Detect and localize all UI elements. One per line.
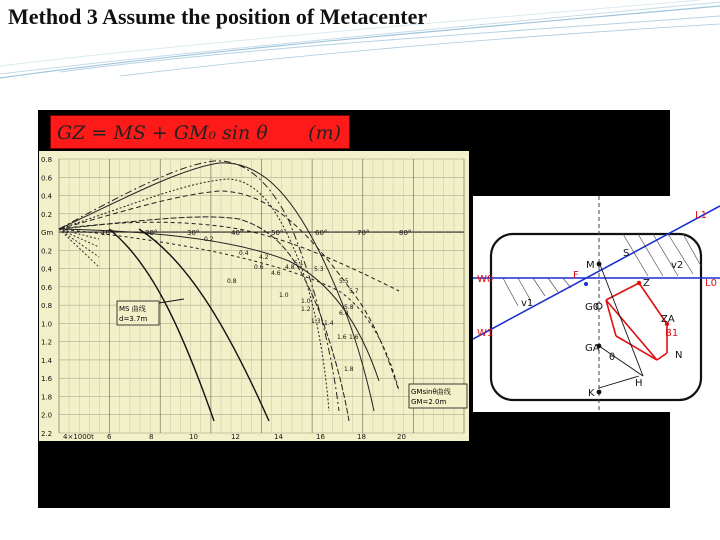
waterline-w1-l1 bbox=[473, 206, 720, 339]
curve-value-label: 6.0 bbox=[339, 310, 349, 317]
curve-value-label: 4.2 bbox=[259, 254, 269, 261]
label-l1: L1 bbox=[695, 210, 707, 221]
stability-chart bbox=[39, 151, 469, 441]
ms-note-line1: MS 曲线 bbox=[119, 305, 146, 313]
angle-label: 70° bbox=[357, 229, 370, 237]
y-tick-label: 0.4 bbox=[41, 265, 53, 274]
curve-value-label: 0.4 bbox=[239, 250, 249, 257]
angle-label: 30° bbox=[187, 229, 200, 237]
y-tick-label: 0.2 bbox=[41, 210, 53, 219]
curve-value-label: 1.3 bbox=[311, 318, 321, 325]
label-za: ZA bbox=[661, 314, 675, 325]
y-tick-label: 2.0 bbox=[41, 411, 53, 420]
label-w0: W0 bbox=[477, 274, 494, 285]
buoyancy-lines bbox=[606, 283, 667, 360]
curve-value-label: 0.6 bbox=[254, 264, 264, 271]
ms-curve-20 bbox=[59, 191, 399, 391]
label-l0: L0 bbox=[705, 278, 717, 289]
angle-label: 40° bbox=[231, 229, 244, 237]
x-tick-label: 18 bbox=[357, 433, 366, 441]
label-k: K bbox=[588, 388, 595, 399]
ms-note-line2: d=3.7m bbox=[119, 315, 148, 323]
x-tick-label: 10 bbox=[189, 433, 198, 441]
angle-label: 50° bbox=[271, 229, 284, 237]
curve-value-label: 0.8 bbox=[227, 278, 237, 285]
label-z: Z bbox=[643, 278, 650, 289]
curve-value-label: 5.8 bbox=[344, 304, 354, 311]
curve-value-label: 5.5 bbox=[339, 278, 349, 285]
x-tick-label: 4×1000t bbox=[63, 433, 94, 441]
gm-note-line2: GM=2.0m bbox=[411, 398, 447, 406]
angle-label: 10° bbox=[101, 229, 114, 237]
curve-value-label: 1.6 bbox=[349, 334, 359, 341]
x-tick-label: 16 bbox=[316, 433, 325, 441]
curve-value-label: 4.8 bbox=[285, 264, 295, 271]
curve-value-label: 5.7 bbox=[349, 288, 359, 295]
formula-text: GZ = MS + GM₀ sin θ bbox=[57, 122, 268, 144]
label-f: F bbox=[573, 270, 579, 281]
label-s: S bbox=[623, 248, 630, 259]
label-theta: θ bbox=[609, 352, 616, 363]
curve-value-label: 1.6 bbox=[337, 334, 347, 341]
curve-value-label: 1.8 bbox=[344, 366, 354, 373]
y-tick-label: 1.0 bbox=[41, 320, 53, 329]
y-tick-label: 1.8 bbox=[41, 393, 53, 402]
x-axis-labels bbox=[63, 433, 406, 441]
y-tick-label: 0.8 bbox=[41, 156, 53, 164]
stability-chart-svg bbox=[39, 151, 469, 441]
ms-curve-40 bbox=[59, 161, 339, 411]
ship-section-diagram bbox=[473, 196, 720, 412]
curve-value-label: 1.2 bbox=[301, 306, 311, 313]
formula-box bbox=[50, 115, 350, 149]
gm-note-line1: GMsinθ曲线 bbox=[411, 388, 451, 396]
x-tick-label: 6 bbox=[107, 433, 112, 441]
y-tick-label: Gm bbox=[41, 229, 54, 238]
ship-section-svg bbox=[473, 196, 720, 412]
y-axis-labels bbox=[41, 156, 53, 438]
y-tick-label: 1.4 bbox=[41, 356, 53, 365]
curve-value-label: 5.3 bbox=[314, 266, 324, 273]
curve-value-label: 5.1 bbox=[294, 260, 304, 267]
curve-value-label: 4.6 bbox=[271, 270, 281, 277]
y-tick-label: 0.6 bbox=[41, 174, 53, 183]
angle-label: 60° bbox=[315, 229, 328, 237]
y-tick-label: 2.2 bbox=[41, 430, 53, 438]
label-m: M bbox=[586, 260, 595, 271]
chart-curves bbox=[59, 161, 399, 421]
angle-label: 20° bbox=[145, 229, 158, 237]
label-w1: W1 bbox=[477, 328, 494, 339]
formula-unit: (m) bbox=[308, 122, 341, 144]
curve-value-label: 0.2 bbox=[204, 236, 214, 243]
x-tick-label: 12 bbox=[231, 433, 240, 441]
y-tick-label: 0.2 bbox=[41, 247, 53, 256]
y-tick-label: 1.6 bbox=[41, 375, 53, 384]
curve-value-label: 1.0 bbox=[279, 292, 289, 299]
label-ga: GA bbox=[585, 343, 600, 354]
x-tick-label: 20 bbox=[397, 433, 406, 441]
y-tick-label: 0.4 bbox=[41, 192, 53, 201]
slide-title: Method 3 Assume the position of Metacenter bbox=[8, 4, 428, 29]
curve-value-label: 1.4 bbox=[324, 320, 334, 327]
x-tick-label: 8 bbox=[149, 433, 154, 441]
y-tick-label: 0.8 bbox=[41, 302, 53, 311]
label-g0: G0 bbox=[585, 302, 600, 313]
label-v1: v1 bbox=[521, 298, 534, 309]
y-tick-label: 1.2 bbox=[41, 338, 53, 347]
curve-value-labels bbox=[204, 236, 359, 373]
curve-value-label: 1.0 bbox=[301, 298, 311, 305]
label-h: H bbox=[635, 378, 643, 389]
ms-curve-60 bbox=[59, 217, 349, 421]
angle-label: 80° bbox=[399, 229, 412, 237]
label-b1: B1 bbox=[665, 328, 679, 339]
x-tick-label: 14 bbox=[274, 433, 283, 441]
y-tick-label: 0.6 bbox=[41, 283, 53, 292]
label-v2: v2 bbox=[671, 260, 684, 271]
construction-lines bbox=[599, 262, 643, 388]
label-n: N bbox=[675, 350, 683, 361]
